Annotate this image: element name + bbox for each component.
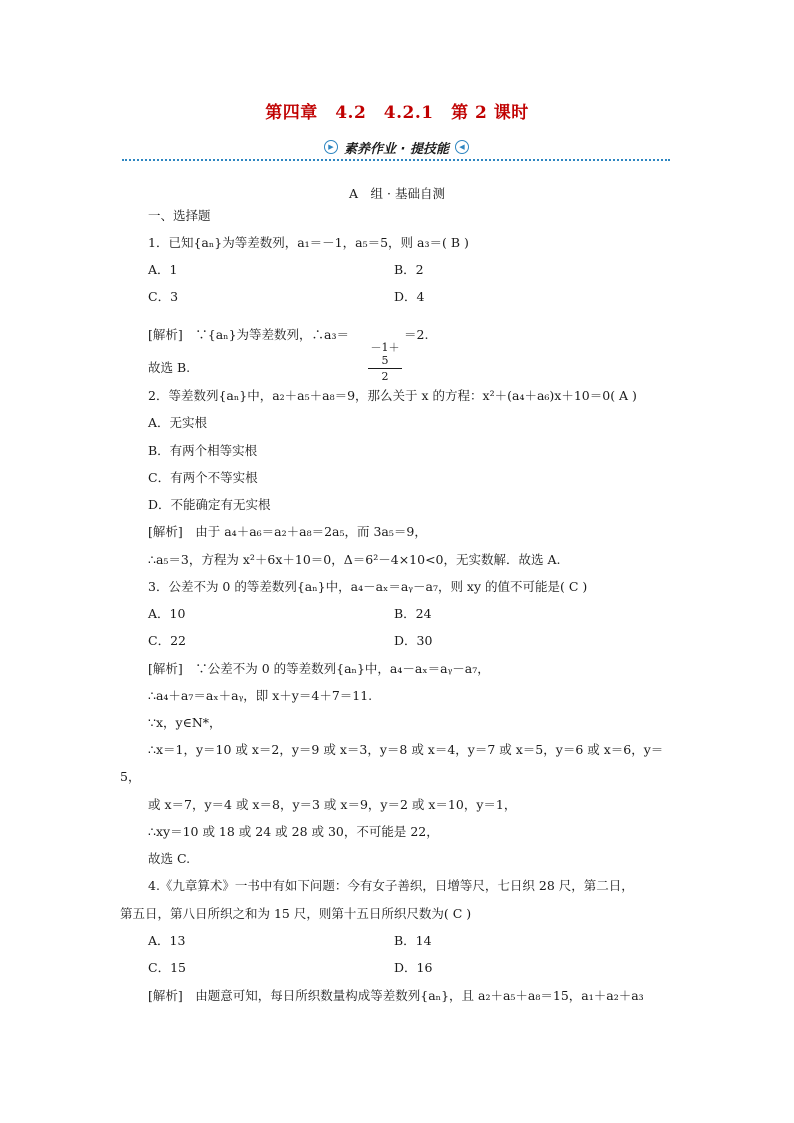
section-heading: 一、选择题 <box>148 208 211 223</box>
question-3-analysis-line: ∴a₄＋a₇＝aₓ＋aᵧ，即 x＋y＝4＋7＝11. <box>148 688 373 703</box>
question-1-option-c: C．3 <box>148 289 179 304</box>
group-heading: A 组 · 基础自测 <box>349 186 445 201</box>
question-1-option-d: D．4 <box>394 289 425 304</box>
fraction-denominator: 2 <box>381 370 389 383</box>
question-3-analysis-line: 或 x＝7，y＝4 或 x＝8，y＝3 或 x＝9，y＝2 或 x＝10，y＝1， <box>148 797 517 812</box>
question-4-stem-line: 第五日，第八日所织之和为 15 尺，则第十五日所织尺数为( C ) <box>120 906 472 921</box>
question-1-stem: 1．已知{aₙ}为等差数列，a₁＝－1，a₅＝5，则 a₃＝( B ) <box>148 235 469 250</box>
question-3-analysis-line: [解析] ∵公差不为 0 的等差数列{aₙ}中，a₄－aₓ＝aᵧ－a₇， <box>148 661 490 676</box>
question-4-option-a: A．13 <box>148 933 186 948</box>
question-4-stem-line: 4.《九章算术》一书中有如下问题：今有女子善织，日增等尺，七日织 28 尺，第二日， <box>148 878 634 893</box>
question-2-analysis-line: [解析] 由于 a₄＋a₆＝a₂＋a₈＝2a₅，而 3a₅＝9， <box>148 524 427 539</box>
question-4-option-b: B．14 <box>394 933 432 948</box>
fraction-bar <box>368 368 402 369</box>
question-2-stem: 2．等差数列{aₙ}中，a₂＋a₅＋a₈＝9，那么关于 x 的方程：x²＋(a₄＋a₆)x＋10＝0( A ) <box>148 388 637 403</box>
question-3-conclusion: 故选 C. <box>148 851 191 866</box>
question-3-stem: 3．公差不为 0 的等差数列{aₙ}中，a₄－aₓ＝aᵧ－a₇，则 xy 的值不可能是( C ) <box>148 579 588 594</box>
question-3-analysis-line: 5， <box>120 769 141 784</box>
question-2-analysis-line: ∴a₅＝3，方程为 x²＋6x＋10＝0，Δ＝6²－4×10<0，无实数解．故选 A. <box>148 552 561 567</box>
question-2-option-c: C．有两个不等实根 <box>148 470 258 485</box>
section-banner <box>122 138 670 160</box>
play-left-icon: ◀ <box>455 140 469 154</box>
fraction-result: ＝2. <box>404 327 429 342</box>
question-3-analysis-line: ∵x，y∈N*， <box>148 715 222 730</box>
fraction <box>368 341 402 383</box>
question-3-option-d: D．30 <box>394 633 433 648</box>
question-3-analysis-line: ∴x＝1，y＝10 或 x＝2，y＝9 或 x＝3，y＝8 或 x＝4，y＝7 或 x＝5，y＝6 或 x＝6，y＝ <box>148 742 664 757</box>
banner-text: 素养作业 · 提技能 <box>344 141 449 157</box>
banner-pill <box>314 138 479 156</box>
question-4-option-c: C．15 <box>148 960 186 975</box>
question-3-option-b: B．24 <box>394 606 432 621</box>
play-right-icon: ▶ <box>324 140 338 154</box>
question-3-analysis-line: ∴xy＝10 或 18 或 24 或 28 或 30，不可能是 22， <box>148 824 439 839</box>
question-2-option-d: D．不能确定有无实根 <box>148 497 271 512</box>
question-1-option-b: B．2 <box>394 262 424 277</box>
fraction-numerator: －1＋5 <box>370 341 400 367</box>
question-3-option-a: A．10 <box>148 606 186 621</box>
question-2-option-b: B．有两个相等实根 <box>148 443 258 458</box>
question-1-analysis: [解析] ∵{aₙ}为等差数列，∴a₃＝ <box>148 327 349 342</box>
page-title: 第四章 4.2 4.2.1 第 2 课时 <box>265 103 529 123</box>
question-4-option-d: D．16 <box>394 960 433 975</box>
dotted-divider <box>122 159 670 161</box>
question-2-option-a: A．无实根 <box>148 415 208 430</box>
question-3-option-c: C．22 <box>148 633 186 648</box>
question-4-analysis-line: [解析] 由题意可知，每日所织数量构成等差数列{aₙ}，且 a₂＋a₅＋a₈＝15，a₁＋a₂＋a₃ <box>148 988 644 1003</box>
question-1-option-a: A．1 <box>148 262 178 277</box>
question-1-conclusion: 故选 B. <box>148 360 191 375</box>
